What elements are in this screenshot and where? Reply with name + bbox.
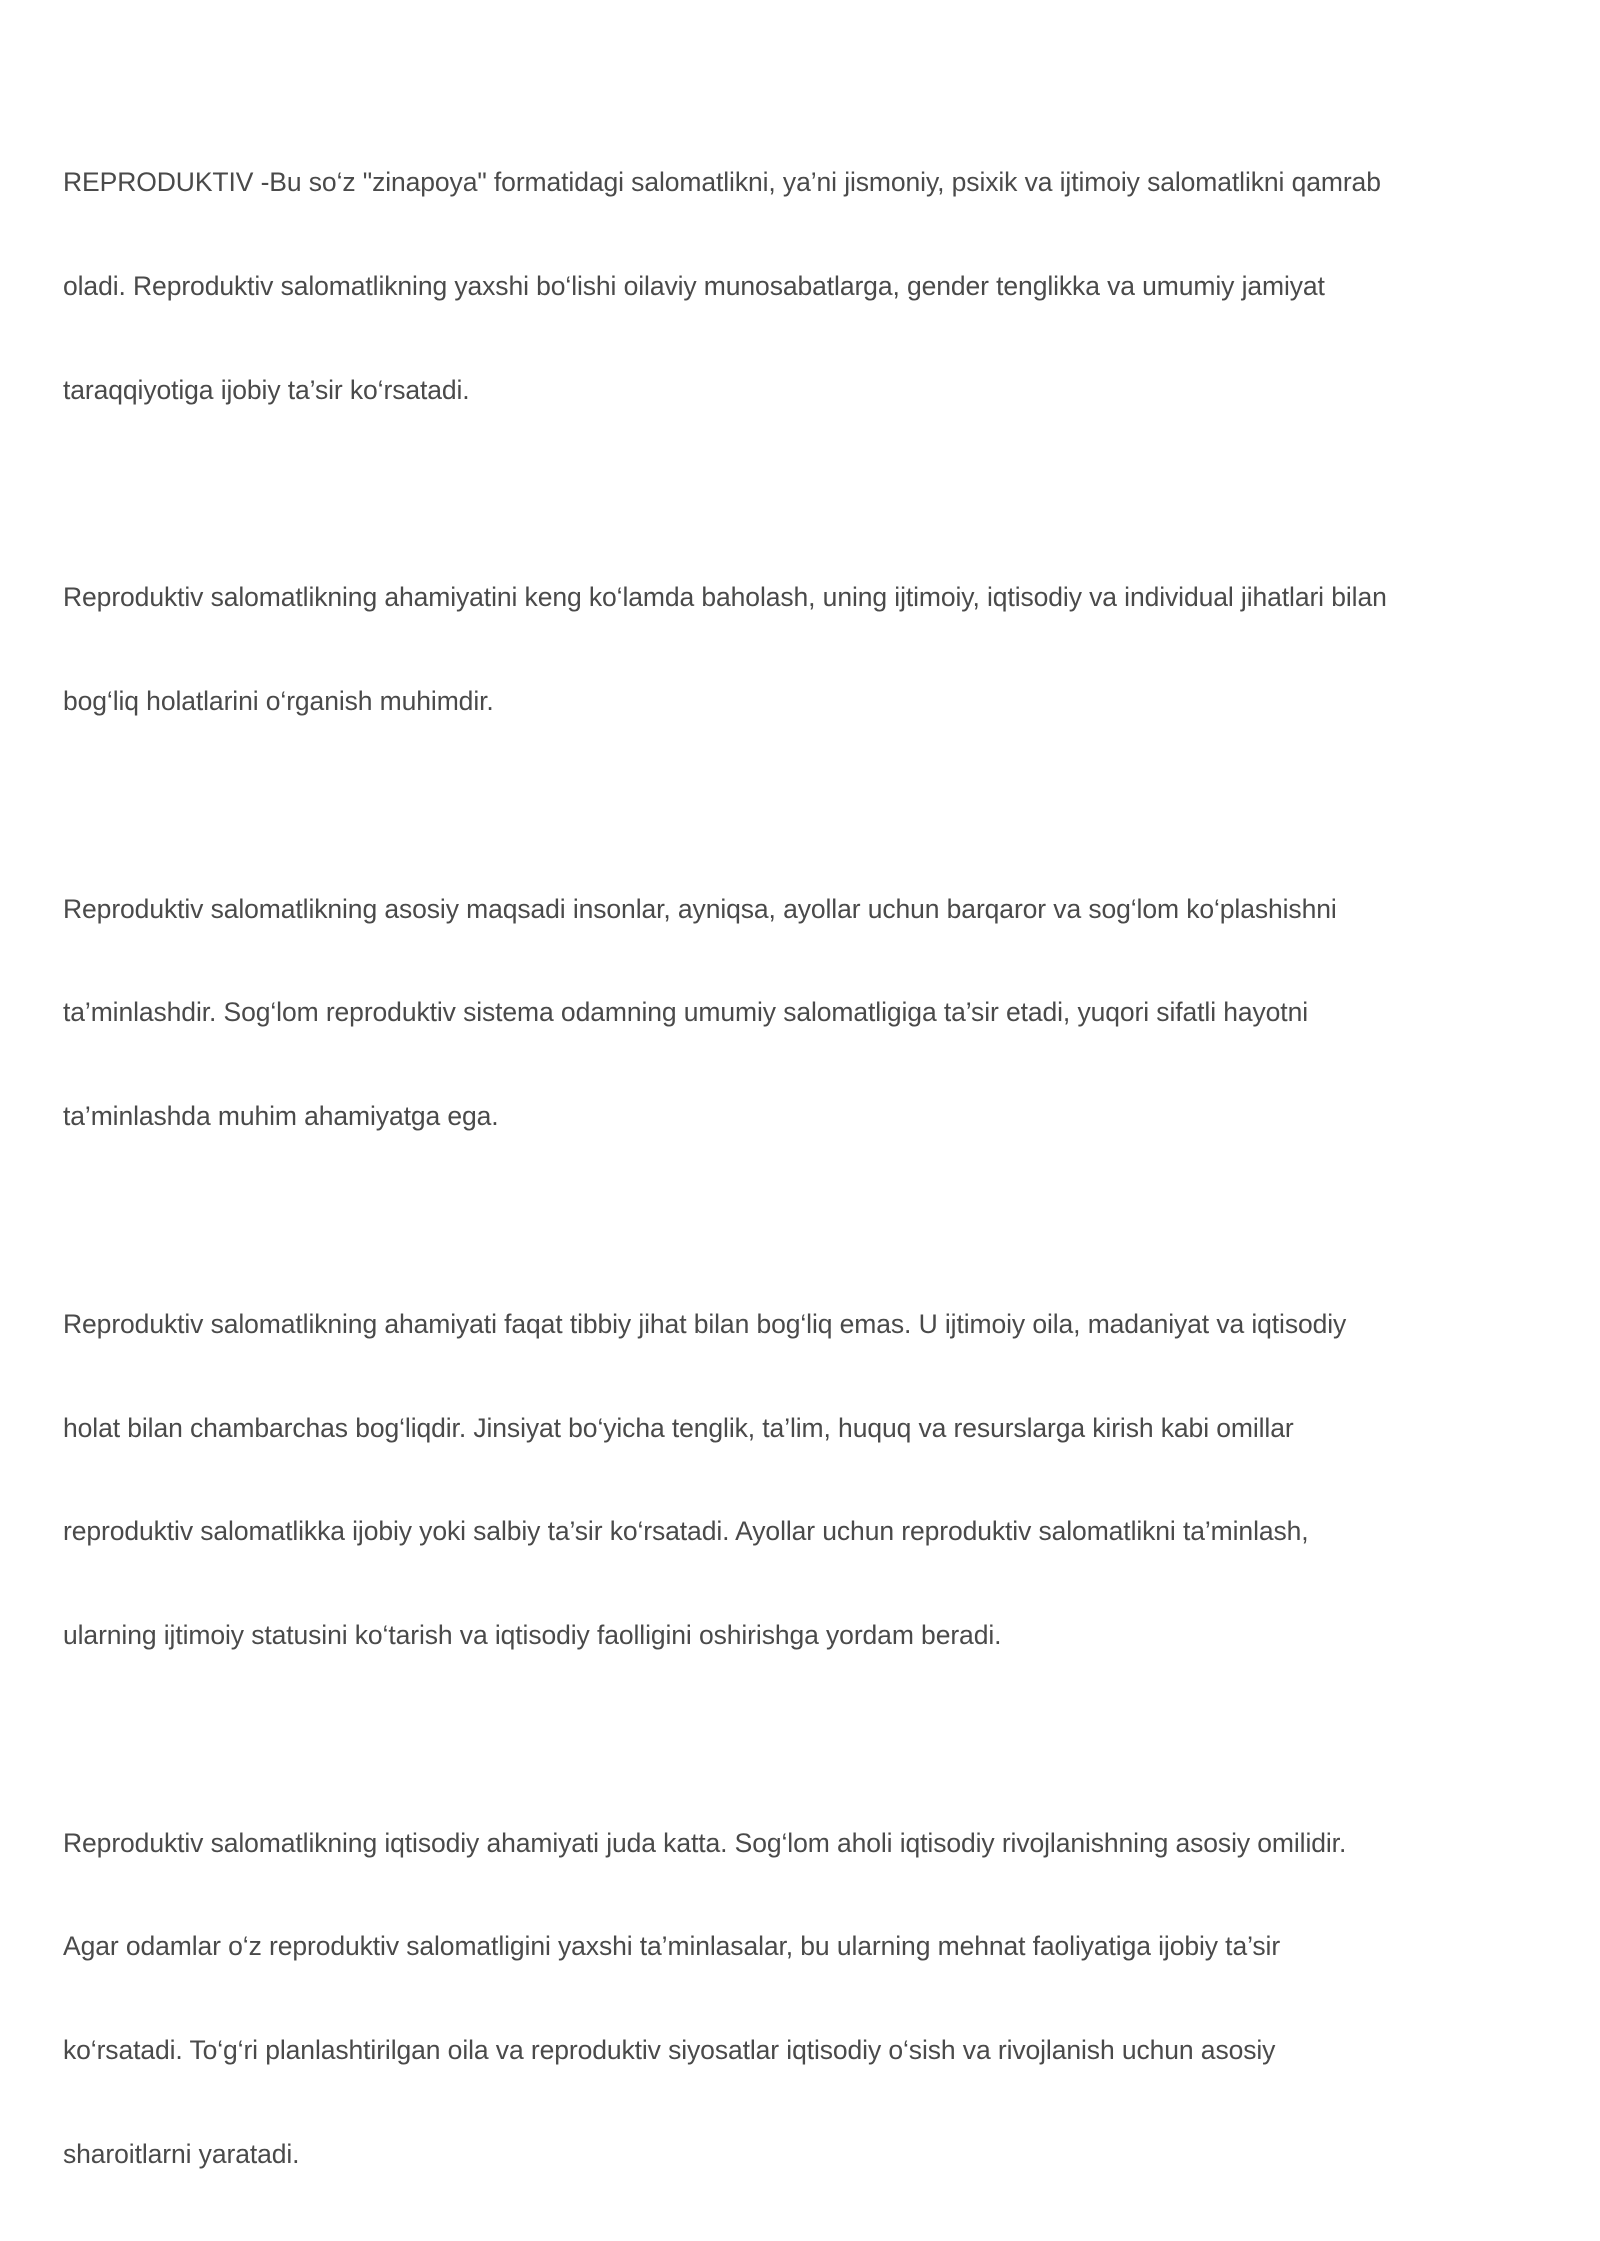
paragraph-goal [63, 822, 1553, 1203]
text-line: Reproduktiv salomatlikning iqtisodiy ahamiyati juda katta. Sog‘lom aholi iqtisodiy rivojlanishning asosiy omilidir. [63, 1827, 1347, 1858]
paragraph-economic [63, 1757, 1553, 2241]
text-line: Agar odamlar o‘z reproduktiv salomatligini yaxshi ta’minlasalar, bu ularning mehnat faoliyatiga ijobiy ta’sir [63, 1931, 1281, 1962]
text-line: holat bilan chambarchas bog‘liqdir. Jinsiyat bo‘yicha tenglik, ta’lim, huquq va resurslarga kirish kabi omillar [63, 1412, 1294, 1443]
paragraph-assessment [63, 511, 1553, 788]
text-line: ta’minlashda muhim ahamiyatga ega. [63, 1101, 499, 1132]
text-line: sharoitlarni yaratadi. [63, 2139, 300, 2170]
text-line: ko‘rsatadi. To‘g‘ri planlashtirilgan oila va reproduktiv siyosatlar iqtisodiy o‘sish va rivojlanish uchun asosiy [63, 2035, 1276, 2066]
text-line: Reproduktiv salomatlikning ahamiyati faqat tibbiy jihat bilan bog‘liq emas. U ijtimoiy oila, madaniyat va iqtisodiy [63, 1308, 1347, 1339]
text-line: Reproduktiv salomatlikning asosiy maqsadi insonlar, ayniqsa, ayollar uchun barqaror va sog‘lom ko‘plashishni [63, 893, 1337, 924]
paragraph-intro [63, 96, 1553, 477]
text-line: REPRODUKTIV -Bu so‘z "zinapoya" formatidagi salomatlikni, ya’ni jismoniy, psixik va ijtimoiy salomatlikni qamrab [63, 167, 1381, 198]
text-line: taraqqiyotiga ijobiy ta’sir ko‘rsatadi. [63, 374, 470, 405]
text-line: ta’minlashdir. Sog‘lom reproduktiv sistema odamning umumiy salomatligiga ta’sir etadi, yuqori sifatli hayotni [63, 997, 1308, 1028]
document-body [63, 96, 1553, 2241]
text-line: bog‘liq holatlarini o‘rganish muhimdir. [63, 686, 494, 717]
text-line: ularning ijtimoiy statusini ko‘tarish va iqtisodiy faolligini oshirishga yordam beradi. [63, 1620, 1002, 1651]
text-line: reproduktiv salomatlikka ijobiy yoki salbiy ta’sir ko‘rsatadi. Ayollar uchun reproduktiv salomatlikni ta’minlash, [63, 1516, 1309, 1547]
paragraph-social [63, 1238, 1553, 1722]
text-line: oladi. Reproduktiv salomatlikning yaxshi bo‘lishi oilaviy munosabatlarga, gender tenglikka va umumiy jamiyat [63, 270, 1325, 301]
text-line: Reproduktiv salomatlikning ahamiyatini keng ko‘lamda baholash, uning ijtimoiy, iqtisodiy va individual jihatlari bilan [63, 582, 1387, 613]
